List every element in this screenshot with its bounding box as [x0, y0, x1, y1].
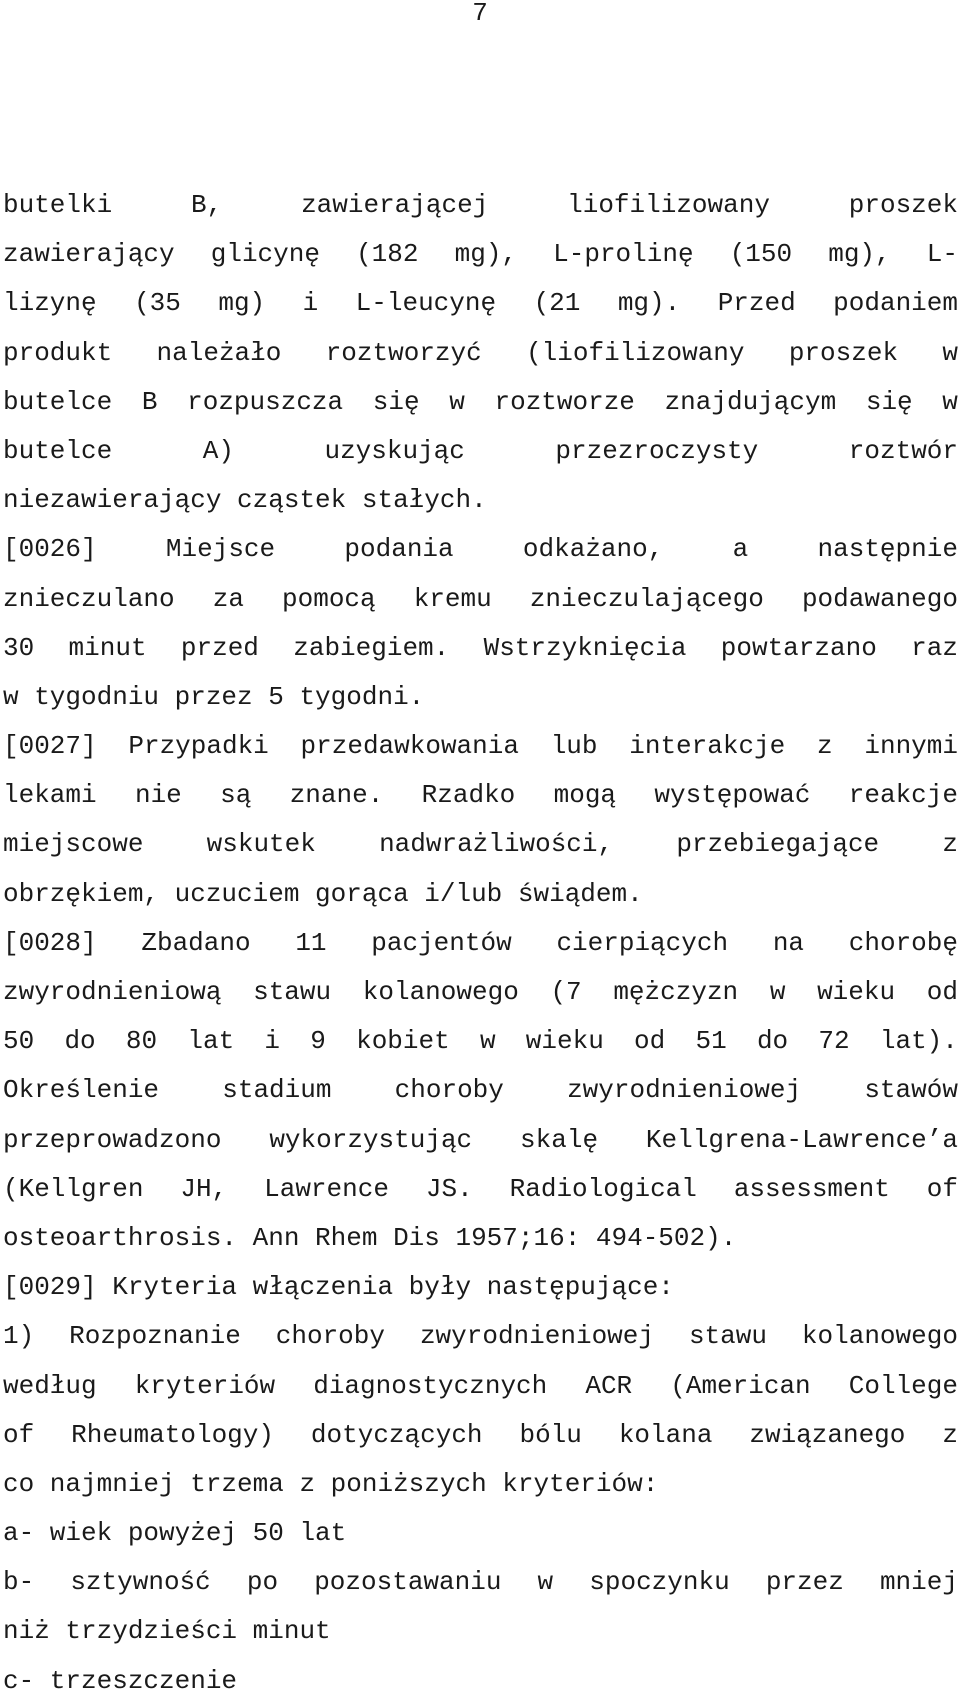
text-line: Określenie stadium choroby zwyrodnieniowej stawów [3, 1075, 958, 1106]
text-line: obrzękiem, uczuciem gorąca i/lub świądem. [3, 878, 643, 909]
text-line: (Kellgren JH, Lawrence JS. Radiological assessment of [3, 1173, 958, 1204]
text-line: [0026] Miejsce podania odkażano, a następnie [3, 534, 958, 565]
text-line: co najmniej trzema z poniższych kryteriów: [3, 1468, 659, 1499]
text-line: niż trzydzieści minut [3, 1616, 331, 1647]
text-line: zawierający glicynę (182 mg), L-prolinę (150 mg), L- [3, 239, 958, 270]
text-line: znieczulano za pomocą kremu znieczulającego podawanego [3, 583, 958, 614]
text-line: zwyrodnieniową stawu kolanowego (7 mężczyzn w wieku od [3, 977, 958, 1007]
text-line: [0028] Zbadano 11 pacjentów cierpiących na chorobę [3, 927, 958, 958]
text-line: niezawierający cząstek stałych. [3, 485, 487, 516]
text-line: 30 minut przed zabiegiem. Wstrzyknięcia powtarzano raz [3, 632, 958, 663]
text-line: a- wiek powyżej 50 lat [3, 1518, 347, 1549]
text-line: c- trzeszczenie [3, 1665, 238, 1696]
text-line: butelki B, zawierającej liofilizowany proszek [3, 190, 958, 220]
text-line: 50 do 80 lat i 9 kobiet w wieku od 51 do 72 lat). [3, 1026, 958, 1057]
text-line: lekami nie są znane. Rzadko mogą występować reakcje [3, 780, 958, 811]
text-line: miejscowe wskutek nadwrażliwości, przebiegające z [3, 829, 958, 860]
text-line: butelce B rozpuszcza się w roztworze znajdującym się w [3, 386, 958, 417]
document-body [3, 181, 958, 1706]
text-line: produkt należało roztworzyć (liofilizowany proszek w [3, 337, 958, 368]
page-number: 7 [472, 0, 488, 28]
text-line: b- sztywność po pozostawaniu w spoczynku przez mniej [3, 1567, 958, 1598]
text-line: przeprowadzono wykorzystując skalę Kellgrena-Lawrence’a [3, 1124, 958, 1155]
text-line: of Rheumatology) dotyczących bólu kolana związanego z [3, 1419, 958, 1450]
text-line: 1) Rozpoznanie choroby zwyrodnieniowej stawu kolanowego [3, 1321, 958, 1352]
text-line: według kryteriów diagnostycznych ACR (American College [3, 1370, 958, 1401]
text-line: [0029] Kryteria włączenia były następujące: [3, 1272, 674, 1303]
text-line: [0027] Przypadki przedawkowania lub interakcje z innymi [3, 731, 958, 762]
text-line: w tygodniu przez 5 tygodni. [3, 681, 425, 712]
text-line: butelce A) uzyskując przezroczysty roztwór [3, 435, 958, 466]
text-line: osteoarthrosis. Ann Rhem Dis 1957;16: 494-502). [3, 1222, 737, 1253]
text-line: lizynę (35 mg) i L-leucynę (21 mg). Przed podaniem [3, 288, 958, 319]
